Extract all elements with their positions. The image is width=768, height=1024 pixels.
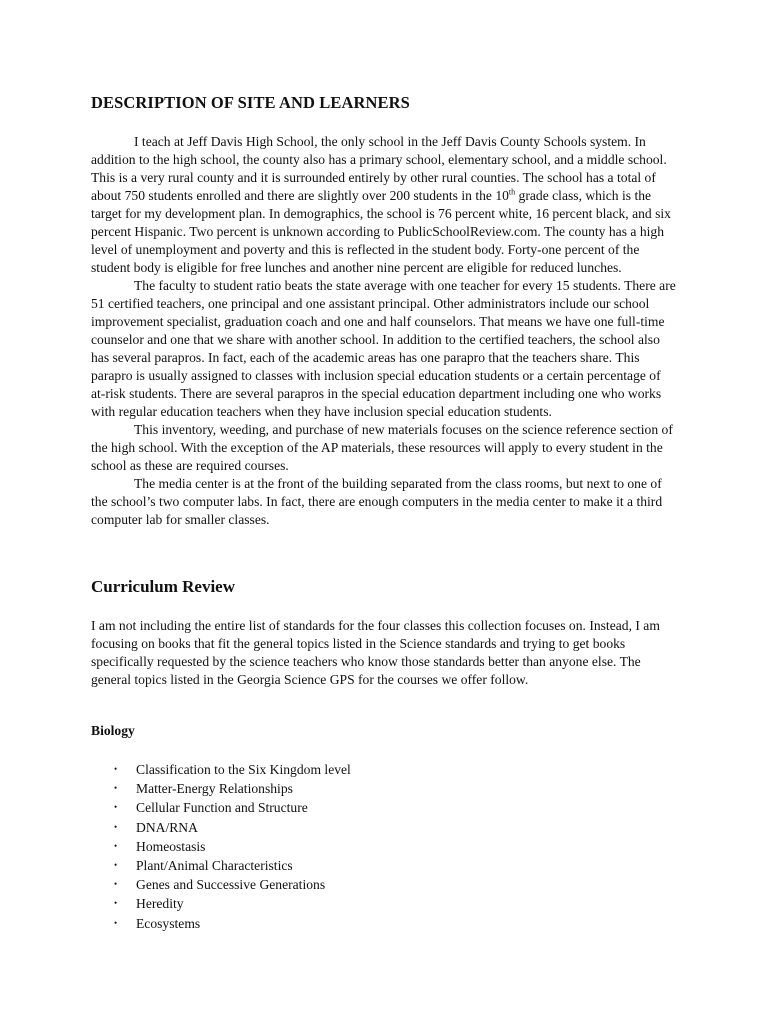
list-item-text: Plant/Animal Characteristics <box>136 858 293 874</box>
bullet-icon: • <box>114 898 118 909</box>
list-item-text: Ecosystems <box>136 915 201 931</box>
subheading-biology: Biology <box>91 723 135 738</box>
list-item <box>114 894 351 913</box>
bullet-icon: • <box>114 764 118 774</box>
bullet-icon: • <box>114 840 118 851</box>
list-item-text: Matter-Energy Relationships <box>136 781 293 797</box>
paragraph-standards: I am not including the entire list of standards for the four classes this collection focuses on. Instead, I am focusing on books that fit the general topics listed in the Science standards and trying to get books specifically requested by the science teachers who know those standards better than anyone else. The general topics listed in the Georgia Science GPS for the courses we offer follow. <box>91 618 660 687</box>
list-item-text: Classification to the Six Kingdom level <box>136 762 351 777</box>
list-item-text: Homeostasis <box>136 838 206 854</box>
paragraph-school-overview <box>91 133 677 277</box>
list-item <box>114 837 351 856</box>
list-item-text: Heredity <box>136 896 184 912</box>
paragraph-text: grade class, which is the target for my development plan. In demographics, the school is 76 percent white, 16 percent black, and six percent Hispanic. Two percent is unknown according to PublicSchoolReview.com. The county has a high level of unemployment and poverty and this is reflected in the student body. Forty-one percent of the student body is eligible for free lunches and another nine percent are eligible for reduced lunches. <box>91 188 671 275</box>
list-item <box>114 760 351 779</box>
paragraph-inventory: This inventory, weeding, and purchase of new materials focuses on the science reference section of the high school. With the exception of the AP materials, these resources will apply to every student in the school as these are required courses. <box>91 422 673 473</box>
bullet-icon: • <box>114 821 118 832</box>
list-item <box>114 914 351 933</box>
bullet-icon: • <box>114 917 118 928</box>
bullet-icon: • <box>114 783 118 794</box>
site-learners-body <box>91 133 677 529</box>
bullet-icon: • <box>114 802 118 813</box>
list-item <box>114 798 351 817</box>
list-item-text: Genes and Successive Generations <box>136 877 326 893</box>
list-item <box>114 875 351 894</box>
bullet-icon: • <box>114 879 118 890</box>
curriculum-review-body <box>91 617 677 689</box>
paragraph-faculty: The faculty to student ratio beats the state average with one teacher for every 15 students. There are 51 certified teachers, one principal and one assistant principal. Other administrators include our school improvement specialist, graduation coach and one and half counselors. That means we have one full-time counselor and one that we share with another school. In addition to the certified teachers, the school also has several parapros. In fact, each of the academic areas has one parapro that the teachers share. This parapro is usually assigned to classes with inclusion special education students or a certain percentage of at-risk students. There are several parapros in the special education department including one who works with regular education teachers when they have inclusion special education students. <box>91 278 676 419</box>
list-item <box>114 856 351 875</box>
bullet-icon: • <box>114 860 118 871</box>
list-item <box>114 779 351 798</box>
list-item-text: Cellular Function and Structure <box>136 800 308 816</box>
superscript-ordinal: th <box>508 187 516 197</box>
list-item-text: DNA/RNA <box>136 819 198 835</box>
biology-topic-list <box>114 760 351 933</box>
list-item <box>114 818 351 837</box>
section-heading-site-learners: DESCRIPTION OF SITE AND LEARNERS <box>91 93 410 112</box>
section-heading-curriculum-review: Curriculum Review <box>91 577 236 596</box>
paragraph-text: I teach at Jeff Davis High School, the only school in the Jeff Davis County Schools system. In addition to the high school, the county also has a primary school, elementary school, and a middle school. This is a very rural county and it is surrounded entirely by other rural counties. The school has a total of about 750 students enrolled and there are slightly over 200 students in the 10 <box>91 134 667 203</box>
paragraph-media-center: The media center is at the front of the building separated from the class rooms, but next to one of the school’s two computer labs. In fact, there are enough computers in the media center to make it a third computer lab for smaller classes. <box>91 476 663 527</box>
